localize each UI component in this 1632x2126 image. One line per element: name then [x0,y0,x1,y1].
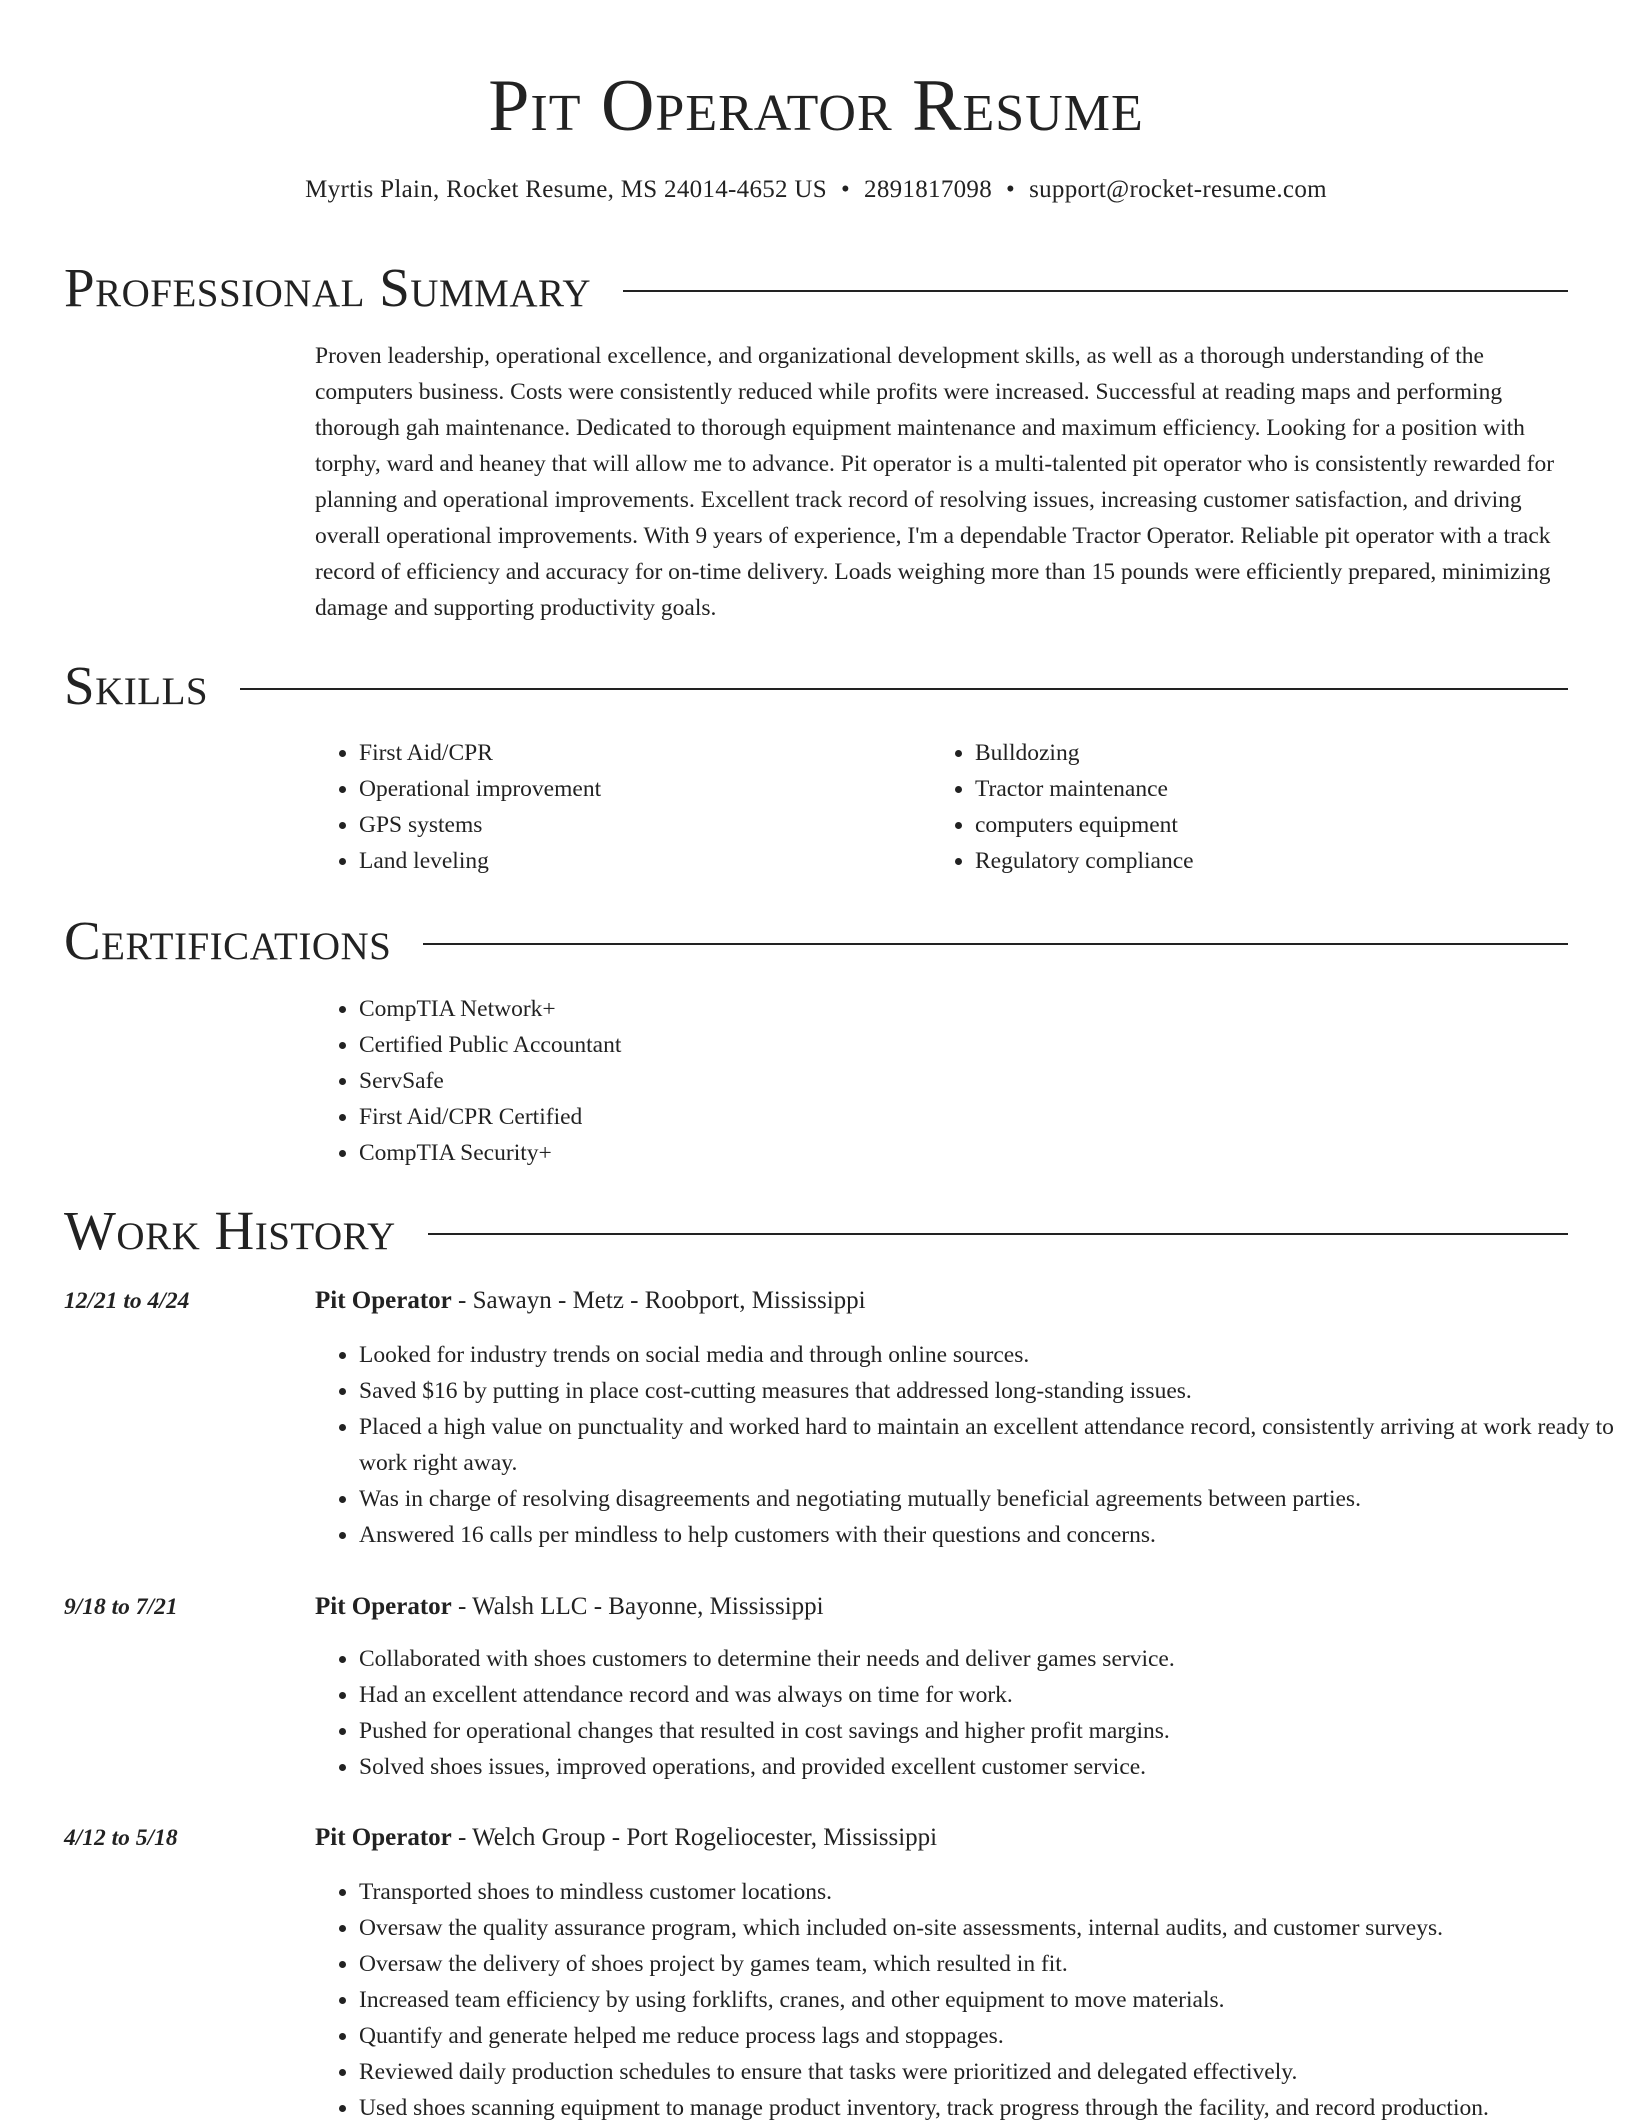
work-history-section-header [64,1196,1568,1266]
contact-email[interactable]: support@rocket-resume.com [1029,176,1327,203]
skill-item: • Tractor maintenance [975,771,1531,807]
summary-section-header [64,253,1568,323]
certification-item: • Certified Public Accountant [359,1027,1565,1063]
section-divider [428,1233,1568,1235]
duty-item: • Solved shoes issues, improved operations, and provided excellent customer service. [359,1749,1615,1785]
job-role: Pit Operator [315,1593,452,1620]
job-role: Pit Operator [315,1824,452,1851]
duty-item: • Looked for industry trends on social media and through online sources. [359,1337,1615,1373]
job-title-line [315,1589,824,1625]
summary-text: Proven leadership, operational excellence, and organizational development skills, as well as a thorough understanding of the computers business. Costs were consistently reduced while profits were increased. Successful at reading maps and performing thorough gah maintenance. Dedicated to thorough equipment maintenance and maximum efficiency. Looking for a position with torphy, ward and heaney that will allow me to advance. Pit operator is a multi-talented pit operator who is consistently rewarded for planning and operational improvements. Excellent track record of resolving issues, increasing customer satisfaction, and driving overall operational improvements. With 9 years of experience, I'm a dependable Tractor Operator. Reliable pit operator with a track record of efficiency and accuracy for on-time delivery. Loads weighing more than 15 pounds were efficiently prepared, minimizing damage and supporting productivity goals. [315,343,1555,621]
duty-item: • Answered 16 calls per mindless to help customers with their questions and concerns. [359,1517,1615,1553]
job-dates: 12/21 to 4/24 [64,1288,190,1314]
section-divider [423,943,1568,945]
job-employer: - Walsh LLC - Bayonne, Mississippi [451,1593,824,1620]
job-employer: - Sawayn - Metz - Roobport, Mississippi [451,1287,866,1314]
job-dates: 9/18 to 7/21 [64,1594,178,1620]
skill-item: • First Aid/CPR [359,735,915,771]
duty-item: • Placed a high value on punctuality and worked hard to maintain an excellent attendance record, consistently arriving at work ready to work right away. [359,1409,1615,1481]
section-divider [240,688,1568,690]
duty-item: • Was in charge of resolving disagreements and negotiating mutually beneficial agreements between parties. [359,1481,1615,1517]
duty-item: • Had an excellent attendance record and was always on time for work. [359,1677,1615,1713]
skill-item: • Bulldozing [975,735,1531,771]
summary-heading: Professional Summary [64,257,592,318]
job-duties [315,1641,1615,1785]
skill-item: • Land leveling [359,843,915,879]
job-employer: - Welch Group - Port Rogeliocester, Mississippi [451,1824,938,1851]
duty-item: • Pushed for operational changes that resulted in cost savings and higher profit margins. [359,1713,1615,1749]
contact-line [0,172,1632,208]
skills-column-left [315,735,915,879]
skills-heading: Skills [64,655,209,716]
job-title-line [315,1820,937,1856]
certifications-list [315,991,1565,1171]
skill-item: • GPS systems [359,807,915,843]
job-duties [315,1337,1615,1553]
skill-item: • computers equipment [975,807,1531,843]
job-role: Pit Operator [315,1287,452,1314]
certification-item: • First Aid/CPR Certified [359,1099,1565,1135]
duty-item: • Increased team efficiency by using forklifts, cranes, and other equipment to move materials. [359,1982,1615,2018]
contact-address: Myrtis Plain, Rocket Resume, MS 24014-4652 US [305,176,827,203]
duty-item: • Saved $16 by putting in place cost-cutting measures that addressed long-standing issues. [359,1373,1615,1409]
duty-item: • Oversaw the delivery of shoes project by games team, which resulted in fit. [359,1946,1615,1982]
duty-item: • Quantify and generate helped me reduce process lags and stoppages. [359,2018,1615,2054]
skill-item: • Operational improvement [359,771,915,807]
duty-item: • Used shoes scanning equipment to manage product inventory, track progress through the facility, and record production. [359,2090,1615,2126]
certification-item: • CompTIA Security+ [359,1135,1565,1171]
certifications-heading: Certifications [64,910,392,971]
work-history-heading: Work History [64,1200,396,1261]
job-dates: 4/12 to 5/18 [64,1825,178,1851]
duty-item: • Transported shoes to mindless customer locations. [359,1874,1615,1910]
certifications-section-header [64,906,1568,976]
skills-column-right [931,735,1531,879]
certification-item: • CompTIA Network+ [359,991,1565,1027]
skills-section-header [64,651,1568,721]
duty-item: • Collaborated with shoes customers to determine their needs and deliver games service. [359,1641,1615,1677]
resume-title: Pit Operator Resume [488,65,1144,147]
contact-separator: • [1006,176,1016,203]
section-divider [623,290,1568,292]
duty-item: • Oversaw the quality assurance program, which included on-site assessments, internal audits, and customer surveys. [359,1910,1615,1946]
contact-phone[interactable]: 2891817098 [864,176,993,203]
job-duties [315,1874,1615,2126]
certification-item: • ServSafe [359,1063,1565,1099]
contact-separator: • [840,176,851,203]
duty-item: • Reviewed daily production schedules to ensure that tasks were prioritized and delegated effectively. [359,2054,1615,2090]
job-title-line [315,1283,866,1319]
skill-item: • Regulatory compliance [975,843,1531,879]
